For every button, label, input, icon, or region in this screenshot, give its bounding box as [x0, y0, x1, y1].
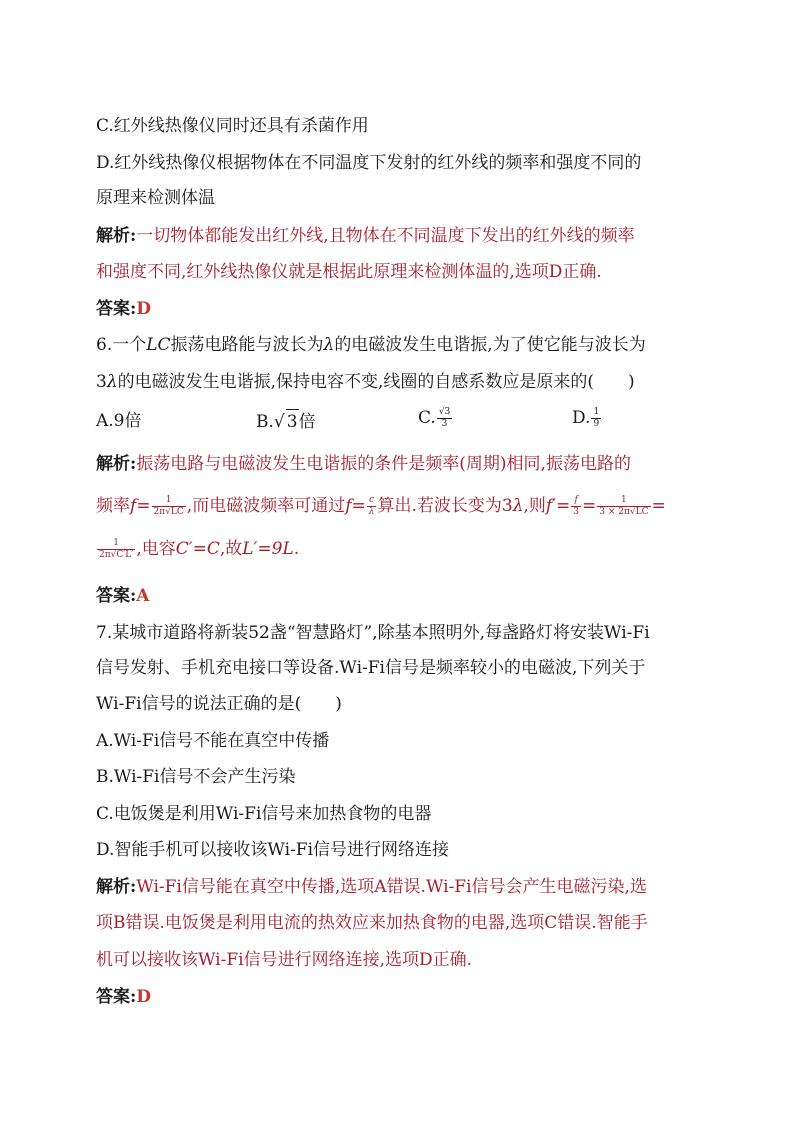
answer-label: 答案:	[96, 586, 137, 606]
q6-answer	[96, 584, 149, 608]
analysis-label: 解析:	[96, 877, 137, 897]
fraction-denominator: 3	[441, 419, 448, 429]
option-suffix: 倍	[298, 412, 316, 432]
option-prefix: D.	[572, 408, 591, 428]
math-equals: =	[651, 496, 666, 516]
answer-label: 答案:	[96, 299, 137, 319]
q6-stem-text: 3	[96, 372, 107, 392]
math-equals: =	[136, 496, 151, 516]
q6-option-a: A.9倍	[96, 411, 142, 431]
math-capacitance: C′=C	[175, 539, 220, 559]
fraction-numerator: c	[367, 495, 377, 507]
analysis-text: ,则	[523, 496, 546, 516]
analysis-text: 算出.若波长变为3	[377, 496, 513, 516]
analysis-text: ,而电磁波频率可通过	[186, 496, 346, 516]
math-inductance: L′=9L	[242, 539, 294, 559]
analysis-text: 一切物体都能发出红外线,且物体在不同温度下发出的红外线的频率	[136, 226, 635, 246]
fraction-denominator: 2π√LC	[153, 507, 184, 517]
math-equals: =	[582, 496, 597, 516]
q5-answer	[96, 297, 151, 321]
fraction-numerator: √3	[438, 407, 451, 417]
q6-analysis-line1	[96, 452, 631, 476]
fraction-numerator: 1	[152, 495, 186, 507]
q7-option-c: C.电饭煲是利用Wi-Fi信号来加热食物的电器	[96, 804, 432, 824]
q6-stem-text: 振荡电路能与波长为	[170, 335, 324, 355]
option-fraction	[591, 407, 601, 430]
q5-option-d-line2: 原理来检测体温	[96, 188, 215, 208]
formula-fraction	[597, 495, 650, 518]
math-lambda: λ	[512, 496, 524, 516]
q6-stem-text: 的电磁波发生电谐振,为了使它能与波长为	[334, 335, 646, 355]
formula-fraction	[367, 495, 377, 518]
answer-value: D	[136, 987, 152, 1007]
q7-stem-line2: 信号发射、手机充电接口等设备.Wi-Fi信号是频率较小的电磁波,下列关于	[96, 658, 646, 678]
q7-analysis-line2: 项B错误.电饭煲是利用电流的热效应来加热食物的电器,选项C错误.智能手	[96, 913, 648, 933]
q6-stem-lambda: λ	[323, 335, 335, 355]
math-equals: =	[351, 496, 366, 516]
fraction-numerator: f	[571, 495, 581, 507]
q5-analysis-line2: 和强度不同,红外线热像仪就是根据此原理来检测体温的,选项D正确.	[96, 262, 602, 282]
q6-stem-text: 的电磁波发生电谐振,保持电容不变,线圈的自感系数应是原来的( )	[117, 372, 635, 392]
analysis-text: 振荡电路与电磁波发生电谐振的条件是频率(周期)相同,振荡电路的	[136, 454, 631, 474]
analysis-label: 解析:	[96, 454, 137, 474]
q7-option-d: D.智能手机可以接收该Wi-Fi信号进行网络连接	[96, 840, 450, 860]
fraction-denominator: 9	[593, 419, 600, 429]
answer-value: A	[136, 586, 150, 606]
q5-option-c: C.红外线热像仪同时还具有杀菌作用	[96, 116, 369, 136]
fraction-numerator: 1	[97, 538, 135, 550]
q6-stem-text: 6.一个	[96, 335, 147, 355]
q6-stem-line1	[96, 333, 646, 357]
analysis-label: 解析:	[96, 226, 137, 246]
fraction-denominator: 3 × 2π√LC	[599, 507, 649, 517]
fraction-denominator: 3	[573, 507, 580, 517]
math-equals: =	[556, 496, 571, 516]
fraction-denominator: λ	[368, 507, 375, 517]
fraction-numerator: 1	[593, 407, 600, 417]
option-fraction	[437, 407, 452, 430]
formula-fraction	[97, 538, 135, 561]
analysis-text: ,故	[219, 539, 243, 559]
q7-analysis-line1	[96, 875, 647, 899]
analysis-text: ,电容	[136, 539, 176, 559]
answer-label: 答案:	[96, 987, 137, 1007]
option-radicand: 3	[286, 409, 299, 434]
analysis-text: Wi-Fi信号能在真空中传播,选项A错误.Wi-Fi信号会产生电磁污染,选	[136, 877, 647, 897]
q6-option-d	[572, 406, 602, 430]
q7-analysis-line3: 机可以接收该Wi-Fi信号进行网络连接,选项D正确.	[96, 950, 473, 970]
q6-option-b	[256, 409, 316, 434]
q7-answer	[96, 985, 151, 1009]
math-f: f	[130, 496, 137, 516]
q5-analysis-line1	[96, 224, 635, 248]
analysis-text: 频率	[96, 496, 130, 516]
q6-stem-lc: LC	[146, 335, 171, 355]
sqrt-sign-icon: √	[273, 412, 285, 432]
fraction-numerator: 1	[597, 495, 650, 507]
q6-stem-lambda: λ	[106, 372, 118, 392]
fraction-denominator: 2π√C′L′	[99, 550, 134, 560]
formula-fraction	[152, 495, 186, 518]
answer-value: D	[136, 299, 152, 319]
q7-option-a: A.Wi-Fi信号不能在真空中传播	[96, 731, 330, 751]
q7-stem-line1: 7.某城市道路将新装52盏“智慧路灯”,除基本照明外,每盏路灯将安装Wi-Fi	[96, 623, 650, 643]
q6-analysis-line2	[96, 494, 666, 518]
formula-fraction	[571, 495, 581, 518]
q6-stem-line2	[96, 370, 635, 394]
q6-option-c	[418, 406, 453, 430]
math-f-prime: f′	[545, 496, 557, 516]
analysis-text: .	[293, 539, 300, 559]
option-prefix: C.	[418, 408, 436, 428]
math-f: f	[345, 496, 352, 516]
q7-option-b: B.Wi-Fi信号不会产生污染	[96, 767, 296, 787]
q7-stem-line3: Wi-Fi信号的说法正确的是( )	[96, 694, 342, 714]
q6-analysis-line3	[96, 537, 299, 561]
option-prefix: B.	[256, 412, 274, 432]
q5-option-d-line1: D.红外线热像仪根据物体在不同温度下发射的红外线的频率和强度不同的	[96, 153, 642, 173]
